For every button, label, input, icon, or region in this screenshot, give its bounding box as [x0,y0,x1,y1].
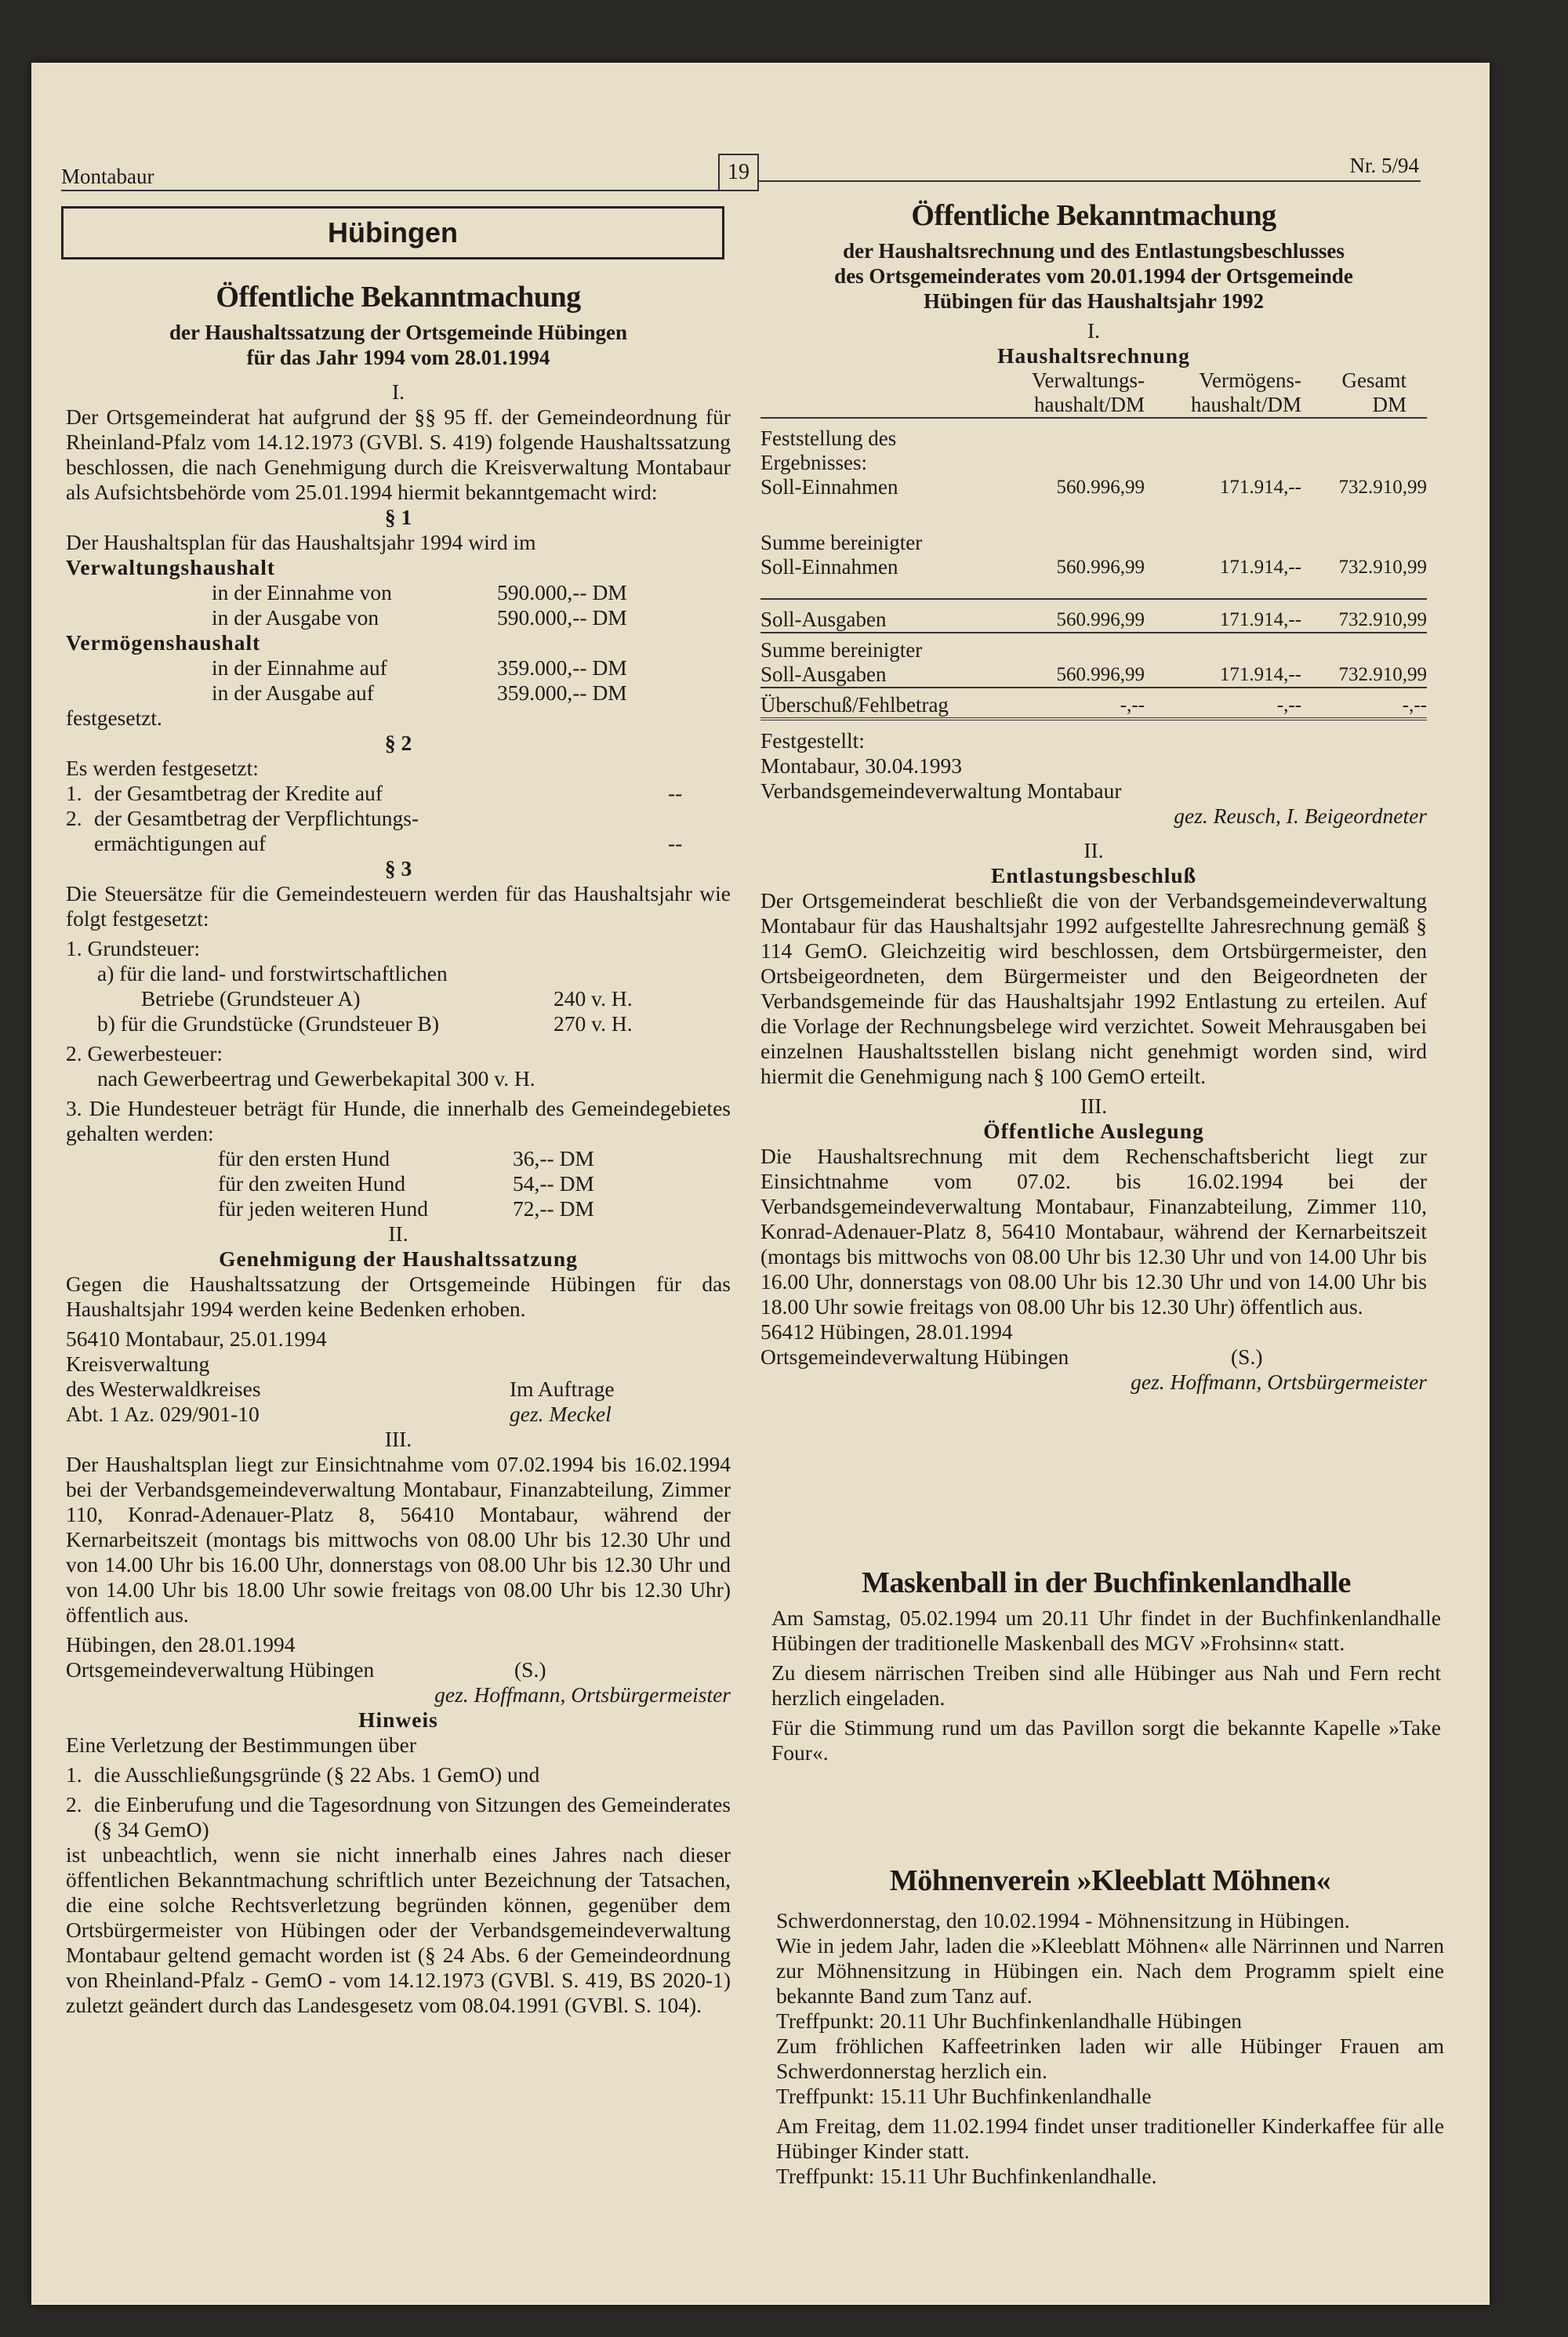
left-par-2-text: Es werden festgesetzt: [66,756,259,780]
table-row: Summe bereinigter Soll-Einnahmen 560.996,99 171.914,-- 732.910,99 [760,531,1427,579]
maskenball-title: Maskenball in der Buchfinkenlandhalle [862,1566,1351,1599]
maskenball-p1: Am Samstag, 05.02.1994 um 20.11 Uhr findet in der Buchfinkenlandhalle Hübingen der traditionelle Maskenball des MGV »Frohsinn« statt. [771,1606,1441,1655]
left-subtitle-1: der Haushaltssatzung der Ortsgemeinde Hübingen [169,321,628,344]
left-gew-text: nach Gewerbeertrag und Gewerbekapital 300 v. H. [97,1066,535,1090]
header-rule-right [757,180,1421,182]
left-gen-sig-row: des Westerwaldkreises Im Auftrage [66,1377,615,1401]
left-gen-sig-1: Kreisverwaltung [66,1352,210,1376]
table-header: Gesamt [1341,368,1406,392]
left-par-3-text: Die Steuersätze für die Gemeindesteuern werden für das Haushaltsjahr wie folgt festgesetzt: [66,881,731,931]
page-number: 19 [718,154,759,191]
left-vw-label: Verwaltungshaushalt [66,555,276,579]
left-gen-place: 56410 Montabaur, 25.01.1994 [66,1326,327,1351]
left-p2-item: 2. der Gesamtbetrag der Verpflichtungs- [66,806,419,830]
table-header-row [760,368,1427,418]
left-iii-signature: gez. Hoffmann, Ortsbürgermeister [434,1682,731,1707]
right-fest-signature: gez. Reusch, I. Beigeordneter [1174,804,1427,828]
left-par-1-text: Der Haushaltsplan für das Haushaltsjahr 1994 wird im [66,530,536,554]
left-column [66,279,731,2018]
left-festgesetzt: festgesetzt. [66,706,162,730]
right-hr-title: Haushaltsrechnung [997,343,1190,368]
left-gen-text: Gegen die Haushaltssatzung der Ortsgemeinde Hübingen für das Haushaltsjahr 1994 werden keine Bedenken erhoben. [66,1272,731,1321]
left-hinweis-item: 1. die Ausschließungsgründe (§ 22 Abs. 1 GemO) und [66,1762,540,1787]
left-hund-text: 3. Die Hundesteuer beträgt für Hunde, die innerhalb des Gemeindegebietes gehalten werden: [66,1096,731,1145]
left-grund-b-row: b) für die Grundstücke (Grundsteuer B) 270 v. H. [97,1011,633,1036]
right-aus-title: Öffentliche Auslegung [983,1119,1204,1143]
left-gew-label: 2. Gewerbesteuer: [66,1041,223,1065]
maskenball-p2: Zu diesem närrischen Treiben sind alle Hübinger aus Nah und Fern recht herzlich eingeladen. [771,1660,1441,1710]
moehnen-p2: Wie in jedem Jahr, laden die »Kleeblatt Möhnen« alle Närrinnen und Narren zur Möhnensitzung in Hübingen ein. Nach dem Programm spielt eine bekannte Band zum Tanz auf. [776,1933,1444,2008]
maskenball-p3: Für die Stimmung rund um das Pavillon sorgt die bekannte Kapelle »Take Four«. [771,1715,1441,1765]
table-row: Soll-Ausgaben 560.996,99 171.914,-- 732.910,99 [760,608,1427,631]
table-header: haushalt/DM [1191,393,1301,416]
left-subtitle-2: für das Jahr 1994 vom 28.01.1994 [246,346,550,369]
left-par-2: § 2 [384,731,412,755]
table-header: haushalt/DM [1034,393,1145,416]
left-gen-title: Genehmigung der Haushaltssatzung [219,1247,578,1271]
left-hinweis-intro: Eine Verletzung der Bestimmungen über [66,1733,417,1757]
left-vw-row: in der Einnahme von 590.000,-- DM [212,580,627,604]
right-subtitle-2: des Ortsgemeinderates vom 20.01.1994 der Ortsgemeinde [834,264,1353,288]
left-hinweis-text: ist unbeachtlich, wenn sie nicht innerhalb eines Jahres nach dieser öffentlichen Bekanntmachung schriftlich unter Bezeichnung der Tatsachen, die eine solche Rechtsverletzung begründen können, gegenüber dem Ortsbürgermeister von Hübingen oder der Verbandsgemeindeverwaltung Montabaur geltend gemacht worden ist (§ 24 Abs. 6 der Gemeindeordnung von Rheinland-Pfalz - GemO - vom 14.12.1973 (GVBl. S. 419, BS 2020-1) zuletzt geändert durch das Landesgesetz vom 08.04.1991 (GVBl. S. 104). [66,1842,731,2017]
right-aus-text: Die Haushaltsrechnung mit dem Rechenschaftsbericht liegt zur Einsichtnahme vom 07.02. bis 16.02.1994 bei der Verbandsgemeindeverwaltung Montabaur, Finanzabteilung, Zimmer 110, Konrad-Adenauer-Platz 8, 56410 Montabaur, während der Kernarbeitszeit (montags bis mittwochs von 08.00 Uhr bis 12.30 Uhr und von 14.00 Uhr bis 16.00 Uhr, donnerstags von 08.00 Uhr bis 12.30 Uhr und von 14.00 Uhr bis 18.00 Uhr sowie freitags von 08.00 Uhr bis 12.30 Uhr) öffentlich aus. [760,1144,1427,1319]
left-iii-org-row: Ortsgemeindeverwaltung Hübingen (S.) [66,1657,546,1682]
moehnen-p6: Am Freitag, dem 11.02.1994 findet unser traditioneller Kinderkaffee für alle Hübinger Kinder statt. [776,2114,1444,2163]
right-ent-title: Entlastungsbeschluß [990,863,1196,887]
right-column [760,198,1427,1395]
moehnen-title: Möhnenverein »Kleeblatt Möhnen« [889,1864,1331,1897]
left-iii-text: Der Haushaltsplan liegt zur Einsichtnahme vom 07.02.1994 bis 16.02.1994 bei der Verbandsgemeindeverwaltung Montabaur, Finanzabteilung, Zimmer 110, Konrad-Adenauer-Platz 8, 56410 Montabaur, während der Kernarbeitszeit (montags bis mittwochs von 08.00 Uhr bis 12.30 Uhr und von 14.00 Uhr bis 16.00 Uhr, donnerstags von 08.00 Uhr bis 12.30 Uhr und von 14.00 Uhr bis 18.00 Uhr sowie freitags von 08.00 Uhr bis 12.30 Uhr) öffentlich aus. [66,1452,731,1627]
right-aus-org-row: Ortsgemeindeverwaltung Hübingen (S.) [760,1345,1263,1369]
moehnen-p4: Zum fröhlichen Kaffeetrinken laden wir alle Hübinger Frauen am Schwerdonnerstag herzlich ein. [776,2034,1444,2083]
moehnen-p1: Schwerdonnerstag, den 10.02.1994 - Möhnensitzung in Hübingen. [776,1908,1350,1932]
table-header: Vermögens- [1199,368,1301,392]
left-p2-item: 1. der Gesamtbetrag der Kredite auf -- [66,781,683,805]
right-fest-org: Verbandsgemeindeverwaltung Montabaur [760,778,1122,803]
right-title: Öffentliche Bekanntmachung [911,199,1276,232]
left-grund-label: 1. Grundsteuer: [66,936,201,960]
header-left: Montabaur [61,165,154,188]
right-subtitle-3: Hübingen für das Haushaltsjahr 1992 [923,289,1265,313]
left-roman-1: I. [391,379,405,404]
table-header: Verwaltungs- [1032,368,1145,392]
left-grund-a-row: Betriebe (Grundsteuer A) 240 v. H. [141,986,633,1011]
section-title: Hübingen [61,206,724,259]
right-roman-3: III. [1080,1094,1108,1118]
moehnen-article [776,1863,1444,2189]
right-roman-1: I. [1087,318,1101,343]
header-right: Nr. 5/94 [1349,154,1419,177]
table-header: DM [1372,393,1406,416]
left-title: Öffentliche Bekanntmachung [216,281,581,314]
left-vw-row: in der Ausgabe von 590.000,-- DM [212,605,627,630]
left-hund-row: für den zweiten Hund 54,-- DM [218,1171,594,1196]
left-par-3: § 3 [384,856,412,880]
left-roman-3: III. [384,1427,412,1451]
haushaltsrechnung-table [760,368,1427,728]
left-vm-row: in der Ausgabe auf 359.000,-- DM [212,680,627,705]
left-iii-place: Hübingen, den 28.01.1994 [66,1632,296,1657]
right-fest-place: Montabaur, 30.04.1993 [760,753,963,778]
maskenball-article [771,1565,1441,1765]
left-vm-label: Vermögenshaushalt [66,630,261,655]
right-aus-place: 56412 Hübingen, 28.01.1994 [760,1319,1013,1344]
left-vm-row: in der Einnahme auf 359.000,-- DM [212,655,627,680]
left-roman-2: II. [388,1221,408,1246]
table-row: Überschuß/Fehlbetrag -,-- -,-- -,-- [760,693,1427,717]
left-hinweis-title: Hinweis [358,1707,438,1732]
right-roman-2: II. [1083,838,1104,862]
left-hund-row: für jeden weiteren Hund 72,-- DM [218,1196,594,1221]
left-par-1: § 1 [384,505,412,529]
left-hinweis-item: 2. die Einberufung und die Tagesordnung von Sitzungen des Gemeinderates (§ 34 GemO) [66,1792,731,1842]
right-subtitle-1: der Haushaltsrechnung und des Entlastungsbeschlusses [843,239,1345,263]
left-grund-a: a) für die land- und forstwirtschaftlichen [97,961,448,985]
right-ent-text: Der Ortsgemeinderat beschließt die von der Verbandsgemeindeverwaltung Montabaur für das Haushaltsjahr 1992 aufgestellte Jahresrechnung gemäß § 114 GemO. Gleichzeitig wird beschlossen, dem Ortsbürgermeister, den Ortsbeigeordneten, dem Bürgermeister und den Beigeordneten der Verbandsgemeinde für das Haushaltsjahr 1992 Entlastung zu erteilen. Auf die Vorlage der Rechnungsbelege wird verzichtet. Soweit Mehrausgaben bei einzelnen Haushaltsstellen bislang nicht genehmigt worden sind, wird hiermit die Genehmigung nach § 100 GemO erteilt. [760,888,1427,1088]
left-intro: Der Ortsgemeinderat hat aufgrund der §§ 95 ff. der Gemeindeordnung für Rheinland-Pfalz vom 14.12.1973 (GVBl. S. 419) folgende Haushaltssatzung beschlossen, die nach Genehmigung durch die Kreisverwaltung Montabaur als Aufsichtsbehörde vom 25.01.1994 hiermit bekanntgemacht wird: [66,405,731,504]
right-aus-signature: gez. Hoffmann, Ortsbürgermeister [1131,1370,1427,1394]
moehnen-p3: Treffpunkt: 20.11 Uhr Buchfinkenlandhalle Hübingen [776,2009,1242,2033]
moehnen-p5: Treffpunkt: 15.11 Uhr Buchfinkenlandhalle [776,2084,1152,2108]
moehnen-p7: Treffpunkt: 15.11 Uhr Buchfinkenlandhalle. [776,2164,1157,2188]
header-rule-left [61,190,718,191]
left-hund-row: für den ersten Hund 36,-- DM [218,1146,594,1170]
table-row: Feststellung des Ergebnisses: Soll-Einnahmen 560.996,99 171.914,-- 732.910,99 [760,426,1427,499]
left-gen-sig-row: Abt. 1 Az. 029/901-10 gez. Meckel [66,1402,612,1426]
right-fest-label: Festgestellt: [760,728,865,753]
table-row: Summe bereinigter Soll-Ausgaben 560.996,99 171.914,-- 732.910,99 [760,638,1427,686]
left-p2-item-cont: ermächtigungen auf -- [94,831,683,855]
